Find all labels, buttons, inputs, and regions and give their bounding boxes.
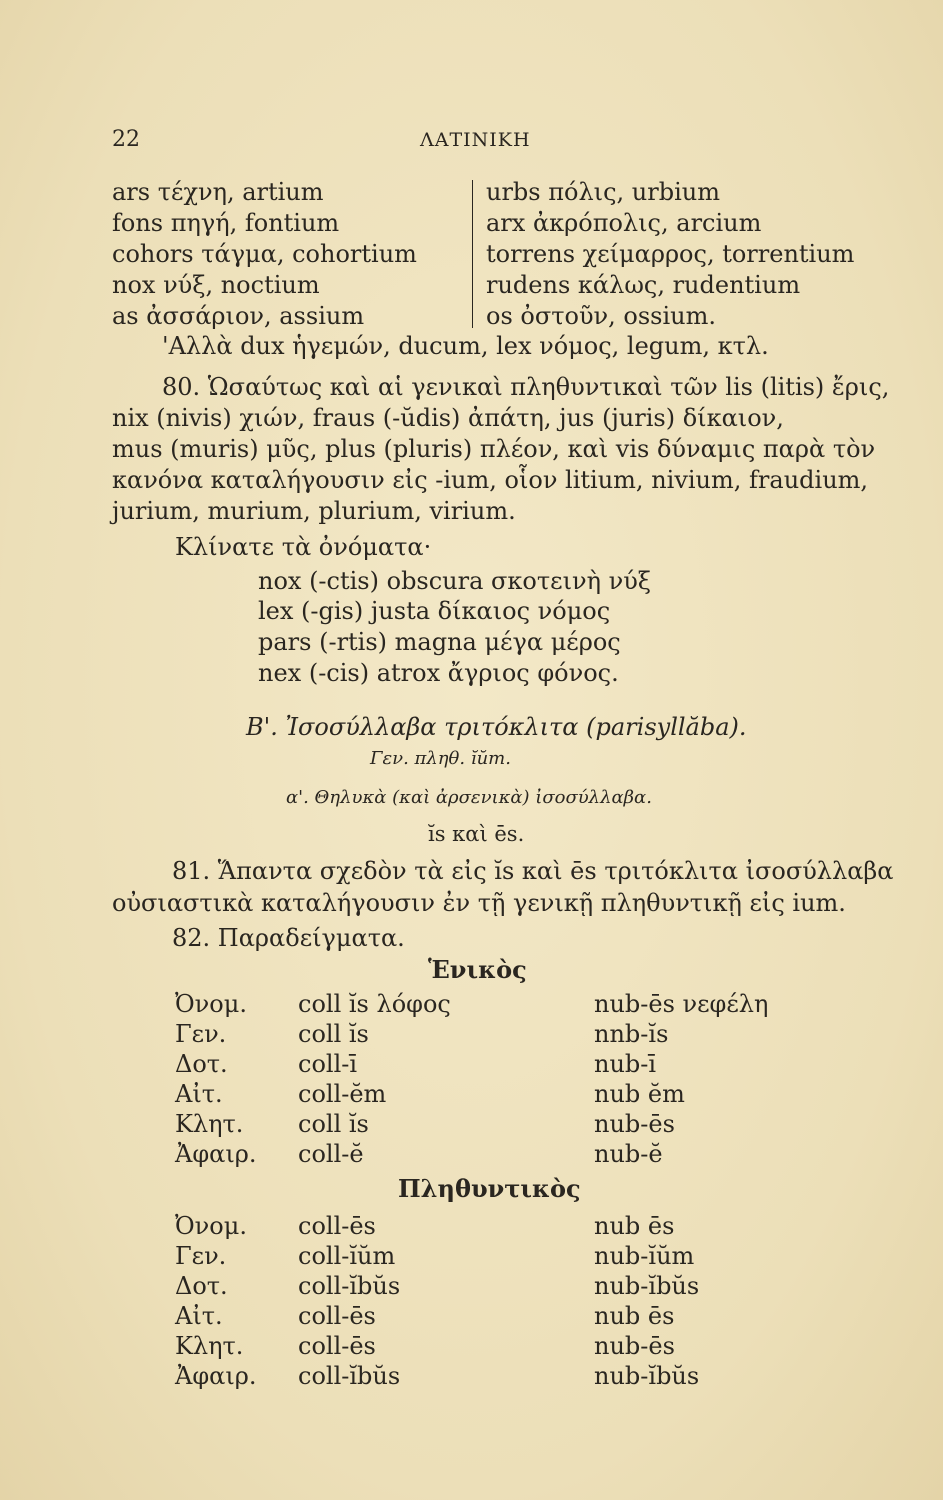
pl-case-6: Ἀφαιρ.: [175, 1362, 257, 1390]
sg-collis-5: coll ĭs: [298, 1110, 369, 1138]
pl-nubes-1: nub ēs: [594, 1212, 675, 1240]
pl-nubes-5: nub-ēs: [594, 1332, 675, 1360]
exercise-3: pars (-rtis) magna μέγα μέρος: [258, 628, 621, 656]
para80-line-4: κανόνα καταλήγουσιν εἰς -ium, οἷον litium, nivium, fraudium,: [112, 466, 869, 494]
sg-nubes-2: nnb-ĭs: [594, 1020, 669, 1048]
section-b-heading: B'. Ἰσοσύλλαβα τριτόκλιτα (parisyllăba).: [246, 713, 747, 741]
pl-case-3: Δοτ.: [175, 1272, 228, 1300]
pl-collis-4: coll-ēs: [298, 1302, 376, 1330]
pl-collis-6: coll-ĭbŭs: [298, 1362, 401, 1390]
pl-case-5: Κλητ.: [175, 1332, 244, 1360]
para80-line-1: 80. Ὡσαύτως καὶ αἱ γενικαὶ πληθυντικαὶ τῶν lis (litis) ἔρις,: [162, 373, 890, 401]
sg-nubes-5: nub-ēs: [594, 1110, 675, 1138]
para81-line-1: 81. Ἅπαντα σχεδὸν τὰ εἰς ĭs καὶ ēs τριτόκλιτα ἰσοσύλλαβα: [172, 857, 894, 885]
word-list-left-2: fons πηγή, fontium: [112, 209, 340, 237]
pl-nubes-6: nub-ĭbŭs: [594, 1362, 700, 1390]
word-list-left-1: ars τέχνη, artium: [112, 178, 324, 206]
sg-nubes-4: nub ĕm: [594, 1080, 685, 1108]
sg-case-5: Κλητ.: [175, 1110, 244, 1138]
sg-collis-1: coll ĭs λόφος: [298, 990, 451, 1018]
section-b-gen-line: Γεν. πληθ. ĭŭm.: [370, 748, 511, 769]
word-list-left-4: nox νύξ, noctium: [112, 271, 320, 299]
pl-collis-5: coll-ēs: [298, 1332, 376, 1360]
word-list-left-3: cohors τάγμα, cohortium: [112, 240, 417, 268]
pl-nubes-4: nub ēs: [594, 1302, 675, 1330]
sg-collis-3: coll-ī: [298, 1050, 358, 1078]
sg-collis-6: coll-ĕ: [298, 1140, 364, 1168]
sg-case-1: Ὀνομ.: [175, 990, 247, 1018]
pl-collis-1: coll-ēs: [298, 1212, 376, 1240]
pl-case-1: Ὀνομ.: [175, 1212, 247, 1240]
section-b-subheading: α'. Θηλυκὰ (καὶ ἀρσενικὰ) ἰσοσύλλαβα.: [286, 787, 652, 808]
pl-collis-3: coll-ĭbŭs: [298, 1272, 401, 1300]
page-number: 22: [112, 127, 140, 152]
word-list-closing: 'Αλλὰ dux ἡγεμών, ducum, lex νόμος, legum, κτλ.: [162, 332, 769, 360]
para80-line-5: jurium, murium, plurium, virium.: [112, 497, 516, 525]
para80-line-2: nix (nivis) χιών, fraus (-ŭdis) ἀπάτη, jus (juris) δίκαιον,: [112, 404, 784, 432]
sg-nubes-6: nub-ĕ: [594, 1140, 663, 1168]
pl-collis-2: coll-ĭŭm: [298, 1242, 396, 1270]
word-list-left-5: as ἀσσάριον, assium: [112, 302, 365, 330]
pl-nubes-3: nub-ĭbŭs: [594, 1272, 700, 1300]
para80-line-3: mus (muris) μῦς, plus (pluris) πλέον, καὶ vis δύναμις παρὰ τὸν: [112, 435, 876, 463]
sg-collis-2: coll ĭs: [298, 1020, 369, 1048]
word-list-right-5: os ὀστοῦν, ossium.: [486, 302, 716, 330]
para81-line-2: οὐσιαστικὰ καταλήγουσιν ἐν τῇ γενικῇ πληθυντικῇ εἰς ium.: [112, 889, 846, 917]
para82-title: 82. Παραδείγματα.: [172, 924, 405, 952]
sg-collis-4: coll-ĕm: [298, 1080, 387, 1108]
exercise-1: nox (-ctis) obscura σκοτεινὴ νύξ: [258, 567, 651, 595]
plural-heading: Πληθυντικὸς: [398, 1174, 581, 1203]
running-title: ΛΑΤΙΝΙΚΗ: [420, 129, 531, 151]
word-list-right-3: torrens χείμαρρος, torrentium: [486, 240, 855, 268]
singular-heading: Ἑνικὸς: [428, 955, 527, 984]
sg-case-3: Δοτ.: [175, 1050, 228, 1078]
exercise-2: lex (-gis) justa δίκαιος νόμος: [258, 597, 611, 625]
pl-case-2: Γεν.: [175, 1242, 227, 1270]
section-b-endings: ĭs καὶ ēs.: [428, 822, 525, 846]
column-divider: [472, 180, 473, 328]
sg-nubes-3: nub-ī: [594, 1050, 657, 1078]
sg-nubes-1: nub-ēs νεφέλη: [594, 990, 769, 1018]
word-list-right-4: rudens κάλως, rudentium: [486, 271, 801, 299]
pl-nubes-2: nub-ĭŭm: [594, 1242, 695, 1270]
sg-case-6: Ἀφαιρ.: [175, 1140, 257, 1168]
word-list-right-2: arx ἀκρόπολις, arcium: [486, 209, 762, 237]
pl-case-4: Αἰτ.: [175, 1302, 223, 1330]
sg-case-4: Αἰτ.: [175, 1080, 223, 1108]
exercise-intro: Κλίνατε τὰ ὀνόματα·: [175, 533, 432, 561]
exercise-4: nex (-cis) atrox ἄγριος φόνος.: [258, 659, 619, 687]
word-list-right-1: urbs πόλις, urbium: [486, 178, 720, 206]
sg-case-2: Γεν.: [175, 1020, 227, 1048]
